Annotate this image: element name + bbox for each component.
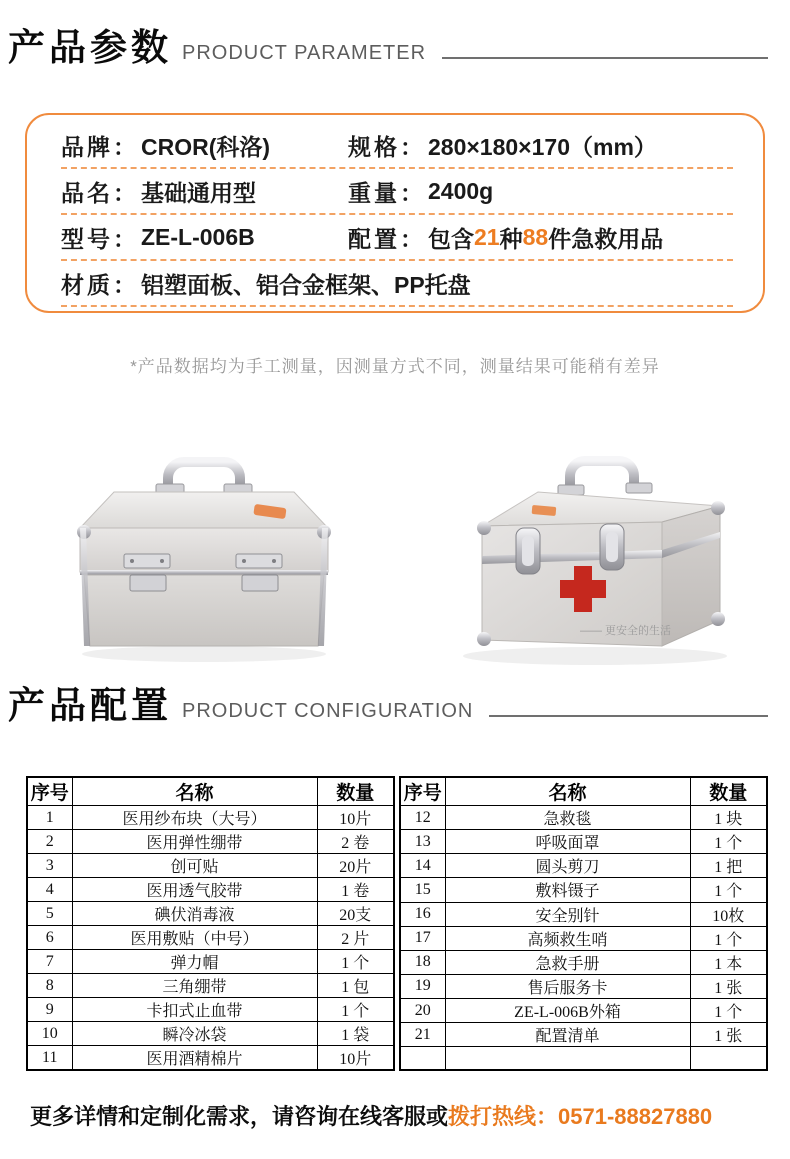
spec-label: 规格：	[348, 133, 426, 160]
cell-qty: 1 张	[690, 974, 767, 998]
table-header-row	[27, 777, 394, 806]
footer-text: 更多详情和定制化需求，请咨询在线客服或	[30, 1104, 449, 1129]
cell-no: 15	[400, 878, 445, 902]
cell-no: 19	[400, 974, 445, 998]
param-spec	[348, 129, 657, 162]
cell-no: 10	[27, 1022, 72, 1046]
hotline-number: 拨打热线：0571-88827880	[448, 1104, 713, 1129]
table-row	[400, 974, 767, 998]
param-config	[348, 221, 663, 254]
latch-right	[600, 524, 624, 570]
cell-name: ZE-L-006B外箱	[445, 999, 690, 1023]
cell-qty: 1 个	[317, 950, 394, 974]
config-count-pieces: 88	[522, 223, 549, 250]
table-row	[400, 926, 767, 950]
material-value: 铝塑面板、铝合金框架、PP托盘	[141, 271, 471, 298]
cell-qty: 2 卷	[317, 830, 394, 854]
cell-qty: 1 袋	[317, 1022, 394, 1046]
table-row	[400, 878, 767, 902]
weight-value: 2400g	[428, 177, 494, 204]
cell-no: 14	[400, 854, 445, 878]
cell-qty: 10片	[317, 1046, 394, 1071]
cell-qty: 10枚	[690, 902, 767, 926]
cell-no: 7	[27, 950, 72, 974]
table-row	[27, 1022, 394, 1046]
material-label: 材质：	[61, 271, 139, 298]
cell-no: 2	[27, 830, 72, 854]
lid-seam	[80, 570, 328, 575]
cell-no: 9	[27, 998, 72, 1022]
case-handle	[570, 461, 634, 488]
cell-name: 医用酒精棉片	[72, 1046, 317, 1071]
table-row	[400, 902, 767, 926]
case-body	[84, 575, 324, 646]
cell-name: 呼吸面罩	[445, 830, 690, 854]
config-count-kinds: 21	[474, 223, 500, 250]
cell-name: 碘伏消毒液	[72, 902, 317, 926]
cell-name: 安全别针	[445, 902, 690, 926]
header-qty: 数量	[690, 777, 767, 806]
cell-no: 21	[400, 1023, 445, 1047]
cell-name: 高频救生哨	[445, 926, 690, 950]
config-mid: 种	[499, 225, 523, 252]
table-row	[400, 1023, 767, 1047]
name-label: 品名：	[61, 179, 139, 206]
aluminum-case-front-illustration	[420, 428, 765, 672]
parameter-title-cn: 产品参数	[8, 27, 172, 68]
cell-qty: 2 片	[317, 926, 394, 950]
header-no: 序号	[27, 777, 72, 806]
cell-no: 8	[27, 974, 72, 998]
config-prefix: 包含	[428, 225, 474, 252]
cell-qty: 1 个	[690, 926, 767, 950]
header-divider-line	[489, 715, 768, 717]
cell-qty: 1 块	[690, 806, 767, 830]
table-row	[400, 806, 767, 830]
cell-no	[400, 1047, 445, 1070]
header-qty: 数量	[317, 777, 394, 806]
table-row	[27, 806, 394, 830]
table-header-row	[400, 777, 767, 806]
table-row	[400, 1047, 767, 1070]
config-label: 配置：	[348, 225, 426, 252]
corner-guard-bottom-left	[477, 632, 491, 646]
corner-guard-top-right	[711, 501, 725, 515]
table-row	[400, 999, 767, 1023]
cell-no: 4	[27, 878, 72, 902]
cell-qty: 1 包	[317, 974, 394, 998]
param-brand	[61, 129, 348, 162]
param-model	[61, 221, 348, 254]
header-no: 序号	[400, 777, 445, 806]
cell-name: 创可贴	[72, 854, 317, 878]
cell-name: 瞬冷冰袋	[72, 1022, 317, 1046]
parameter-box	[25, 113, 765, 313]
brand-value: CROR(科洛)	[141, 133, 271, 160]
cell-qty: 1 本	[690, 950, 767, 974]
table-row	[27, 950, 394, 974]
cell-name: 卡扣式止血带	[72, 998, 317, 1022]
param-row-model-config	[61, 215, 733, 261]
cell-name: 敷料镊子	[445, 878, 690, 902]
spec-value: 280×180×170（mm）	[428, 133, 657, 160]
measurement-note: *产品数据均为手工测量，因测量方式不同，测量结果可能稍有差异	[130, 357, 660, 376]
table-row	[27, 926, 394, 950]
cell-no: 12	[400, 806, 445, 830]
case-top-face	[80, 492, 328, 528]
configuration-title-en: PRODUCT CONFIGURATION	[182, 699, 474, 722]
configuration-section-header	[0, 686, 790, 727]
cell-qty: 10片	[317, 806, 394, 830]
case-shadow	[82, 646, 326, 662]
model-label: 型号：	[61, 225, 139, 252]
cell-name: 急救毯	[445, 806, 690, 830]
cell-no: 20	[400, 999, 445, 1023]
cell-no: 6	[27, 926, 72, 950]
configuration-title-cn: 产品配置	[8, 685, 172, 726]
header-name: 名称	[72, 777, 317, 806]
product-photo-front-view	[420, 428, 765, 677]
cell-qty: 1 把	[690, 854, 767, 878]
handle-mount-right	[626, 483, 652, 493]
cell-name: 医用弹性绷带	[72, 830, 317, 854]
cell-name	[445, 1047, 690, 1070]
table-row	[400, 950, 767, 974]
model-value: ZE-L-006B	[141, 223, 255, 250]
cell-qty: 1 张	[690, 1023, 767, 1047]
cell-no: 5	[27, 902, 72, 926]
table-row	[27, 830, 394, 854]
weight-label: 重量：	[348, 179, 426, 206]
latch-left	[516, 528, 540, 574]
param-material	[61, 267, 471, 300]
config-table-left	[26, 776, 395, 1071]
cell-qty	[690, 1047, 767, 1070]
cell-name: 配置清单	[445, 1023, 690, 1047]
param-row-material	[61, 261, 733, 307]
param-name	[61, 175, 348, 208]
cell-name: 医用纱布块（大号）	[72, 806, 317, 830]
cell-name: 弹力帽	[72, 950, 317, 974]
header-name: 名称	[445, 777, 690, 806]
case-lid-band	[80, 528, 328, 572]
cell-no: 11	[27, 1046, 72, 1071]
table-row	[27, 998, 394, 1022]
header-divider-line	[442, 57, 768, 59]
param-row-name-weight	[61, 169, 733, 215]
cell-name: 圆头剪刀	[445, 854, 690, 878]
param-row-brand-spec	[61, 123, 733, 169]
cell-qty: 1 个	[690, 999, 767, 1023]
config-table-right	[399, 776, 768, 1071]
cell-no: 1	[27, 806, 72, 830]
cell-no: 3	[27, 854, 72, 878]
cell-qty: 1 个	[317, 998, 394, 1022]
corner-guard-bottom-right	[711, 612, 725, 626]
table-row	[27, 974, 394, 998]
table-row	[27, 1046, 394, 1071]
parameter-title-en: PRODUCT PARAMETER	[182, 41, 427, 64]
product-photo-back-view	[38, 432, 370, 675]
cell-no: 17	[400, 926, 445, 950]
table-row	[400, 830, 767, 854]
contact-footer	[30, 1100, 770, 1131]
cell-name: 医用敷贴（中号）	[72, 926, 317, 950]
cell-qty: 20支	[317, 902, 394, 926]
configuration-tables	[26, 776, 764, 1071]
table-row	[27, 902, 394, 926]
corner-guard-top-left	[477, 521, 491, 535]
cell-qty: 1 个	[690, 830, 767, 854]
cell-no: 18	[400, 950, 445, 974]
cell-no: 16	[400, 902, 445, 926]
brand-label: 品牌：	[61, 133, 139, 160]
case-shadow	[463, 647, 727, 665]
cell-no: 13	[400, 830, 445, 854]
table-row	[400, 854, 767, 878]
cell-qty: 1 卷	[317, 878, 394, 902]
param-weight	[348, 175, 493, 208]
parameter-section-header	[0, 28, 790, 69]
aluminum-case-back-illustration	[38, 432, 370, 670]
name-value: 基础通用型	[141, 179, 256, 206]
cell-qty: 20片	[317, 854, 394, 878]
table-row	[27, 878, 394, 902]
cell-name: 三角绷带	[72, 974, 317, 998]
case-tagline: —— 更安全的生活	[580, 625, 672, 637]
cell-name: 急救手册	[445, 950, 690, 974]
table-row	[27, 854, 394, 878]
config-suffix: 件急救用品	[548, 225, 664, 252]
cell-qty: 1 个	[690, 878, 767, 902]
cell-name: 售后服务卡	[445, 974, 690, 998]
cell-name: 医用透气胶带	[72, 878, 317, 902]
